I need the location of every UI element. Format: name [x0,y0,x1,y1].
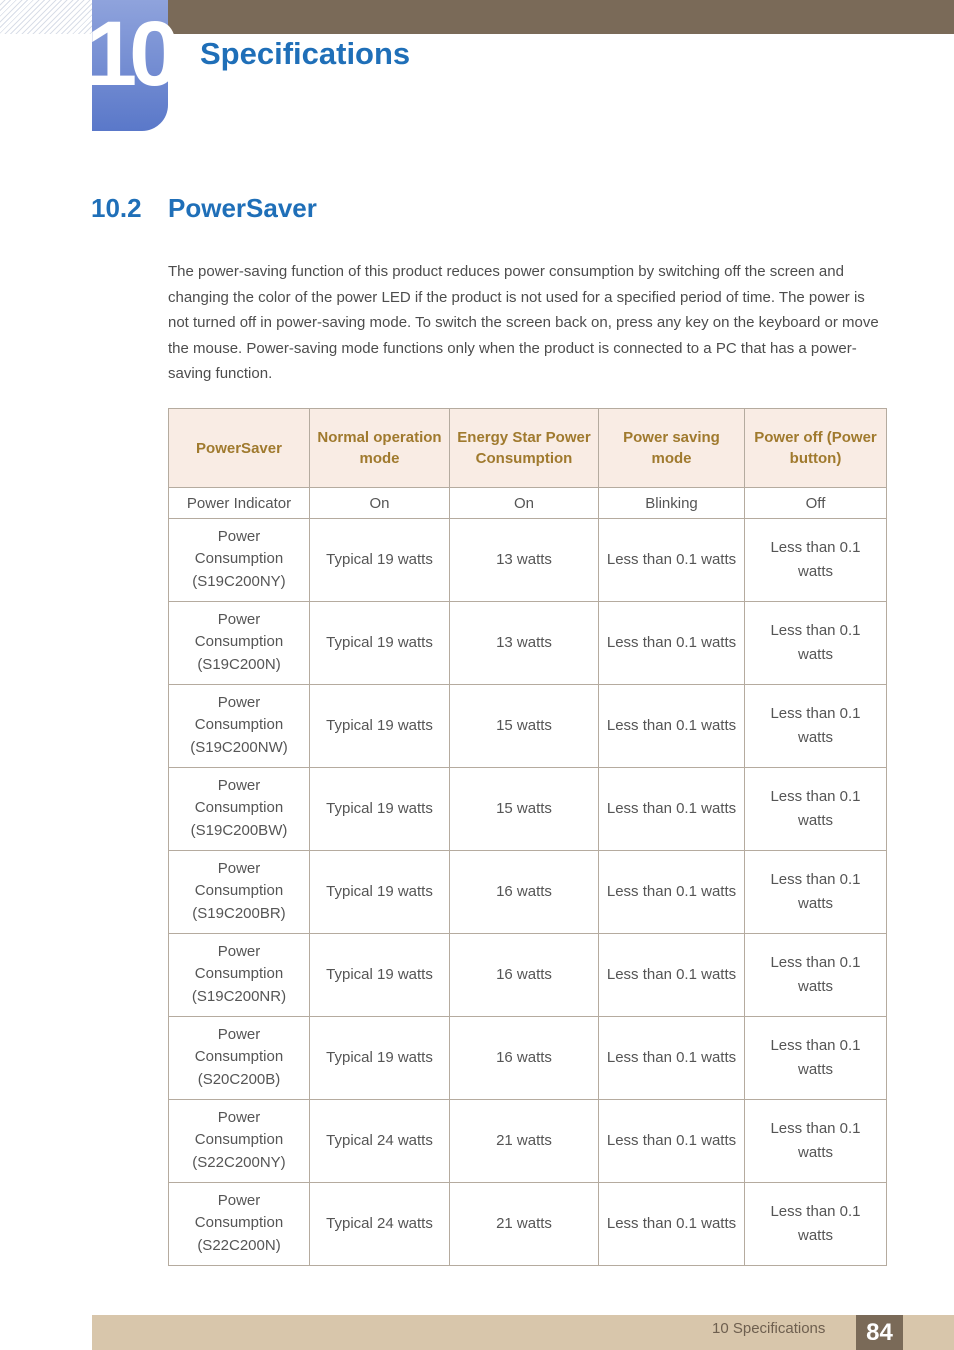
header-normal-mode: Normal operation mode [310,409,450,488]
power-saving-value: Less than 0.1 watts [599,934,745,1017]
row-label: Power Consumption [194,1026,284,1065]
power-saving-value: Less than 0.1 watts [599,602,745,685]
table-row [169,768,887,851]
power-off-value: Less than 0.1 watts [745,1183,887,1266]
table-row [169,1017,887,1100]
power-off-value: Less than 0.1 watts [745,851,887,934]
power-saving-value: Less than 0.1 watts [599,1183,745,1266]
model-name: (S20C200B) [197,1071,281,1088]
normal-mode-value: Typical 19 watts [310,768,450,851]
table-row [169,851,887,934]
power-indicator-row [169,488,887,519]
row-label: Power Consumption [194,943,284,982]
power-off-value: Less than 0.1 watts [745,602,887,685]
row-label-cell [169,602,310,685]
model-name: (S19C200BR) [192,905,286,922]
intro-paragraph: The power-saving function of this product reduces power consumption by switching off the screen and changing the color of the power LED if the product is not used for a specified period of time. The power is not turned off in power-saving mode. To switch the screen back on, press any key on the keyboard or move the mouse. Power-saving mode functions only when the product is connected to a PC that has a power-saving function. [168,263,879,383]
energy-star-value: 16 watts [450,934,599,1017]
row-label: Power Consumption [194,777,284,816]
indicator-saving: Blinking [599,488,745,519]
power-off-value: Less than 0.1 watts [745,934,887,1017]
row-label-cell [169,1100,310,1183]
indicator-label: Power Indicator [169,488,310,519]
energy-star-value: 13 watts [450,519,599,602]
header-power-off: Power off (Power button) [745,409,887,488]
row-label-cell [169,1183,310,1266]
power-off-value: Less than 0.1 watts [745,1100,887,1183]
section-number: 10.2 [91,193,142,223]
powersaver-table [168,408,887,1266]
chapter-number: 10 [86,3,173,105]
table-header-row [169,409,887,488]
header-energy-star: Energy Star Power Consumption [450,409,599,488]
row-label: Power Consumption [194,694,284,733]
row-label-cell [169,934,310,1017]
indicator-normal: On [310,488,450,519]
row-label-cell [169,685,310,768]
table-row [169,685,887,768]
section-title [91,193,317,224]
normal-mode-value: Typical 19 watts [310,934,450,1017]
power-saving-value: Less than 0.1 watts [599,1017,745,1100]
energy-star-value: 16 watts [450,1017,599,1100]
section-name: PowerSaver [168,193,317,223]
table-row [169,1183,887,1266]
model-name: (S19C200NR) [191,988,287,1005]
row-label-cell [169,851,310,934]
energy-star-value: 16 watts [450,851,599,934]
model-name: (S19C200NY) [192,573,286,590]
power-saving-value: Less than 0.1 watts [599,851,745,934]
energy-star-value: 21 watts [450,1100,599,1183]
power-off-value: Less than 0.1 watts [745,1017,887,1100]
power-saving-value: Less than 0.1 watts [599,768,745,851]
chapter-title: Specifications [200,36,411,71]
row-label: Power Consumption [194,611,284,650]
normal-mode-value: Typical 19 watts [310,602,450,685]
power-off-value: Less than 0.1 watts [745,685,887,768]
footer-chapter-label: 10 Specifications [712,1320,826,1337]
normal-mode-value: Typical 19 watts [310,1017,450,1100]
model-name: (S19C200BW) [190,822,288,839]
corner-hatch-decoration [0,0,92,34]
model-name: (S19C200N) [197,656,281,673]
power-saving-value: Less than 0.1 watts [599,685,745,768]
page-number: 84 [856,1315,903,1350]
power-saving-value: Less than 0.1 watts [599,519,745,602]
energy-star-value: 15 watts [450,685,599,768]
normal-mode-value: Typical 19 watts [310,851,450,934]
row-label: Power Consumption [194,860,284,899]
header-powersaver: PowerSaver [169,409,310,488]
table-row [169,934,887,1017]
power-off-value: Less than 0.1 watts [745,519,887,602]
row-label-cell [169,1017,310,1100]
table-body [169,488,887,1266]
chapter-number-block [86,0,173,131]
row-label: Power Consumption [194,1109,284,1148]
indicator-off: Off [745,488,887,519]
header-power-saving: Power saving mode [599,409,745,488]
power-off-value: Less than 0.1 watts [745,768,887,851]
energy-star-value: 21 watts [450,1183,599,1266]
model-name: (S22C200NY) [192,1154,286,1171]
row-label: Power Consumption [194,528,284,567]
normal-mode-value: Typical 19 watts [310,685,450,768]
table-row [169,519,887,602]
energy-star-value: 13 watts [450,602,599,685]
table-row [169,602,887,685]
header-bar [168,0,954,34]
normal-mode-value: Typical 24 watts [310,1100,450,1183]
normal-mode-value: Typical 24 watts [310,1183,450,1266]
model-name: (S19C200NW) [190,739,288,756]
model-name: (S22C200N) [197,1237,281,1254]
row-label-cell [169,519,310,602]
row-label: Power Consumption [194,1192,284,1231]
indicator-energy-star: On [450,488,599,519]
power-saving-value: Less than 0.1 watts [599,1100,745,1183]
table-row [169,1100,887,1183]
row-label-cell [169,768,310,851]
energy-star-value: 15 watts [450,768,599,851]
normal-mode-value: Typical 19 watts [310,519,450,602]
